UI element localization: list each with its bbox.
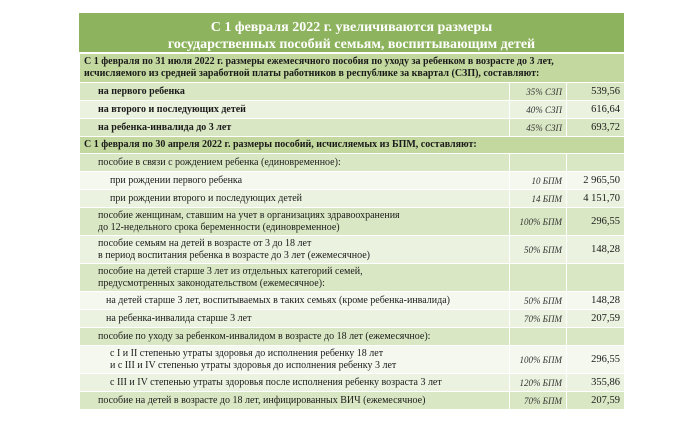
table-row xyxy=(80,264,625,292)
row-amount: 616,64 xyxy=(567,101,625,119)
document-header xyxy=(79,13,624,53)
table-row xyxy=(80,236,625,264)
section2-title-row xyxy=(80,137,625,154)
row-percent: 100% БПМ xyxy=(510,346,567,374)
header-line-2: государственных пособий семьям, воспитывающим детей xyxy=(167,37,536,52)
section1-title: С 1 февраля по 31 июля 2022 г. размеры ежемесячного пособия по уходу за ребенком в возрасте до 3 лет, исчисляемого из средней заработной платы работников в республике за квартал (СЗП), составляют: xyxy=(80,54,625,83)
row-label: пособие на детей старше 3 лет из отдельных категорий семей, предусмотренных законодательством (ежемесячное): xyxy=(80,264,510,292)
row-percent: 45% СЗП xyxy=(510,119,567,137)
table-row xyxy=(80,346,625,374)
row-label: при рождении первого ребенка xyxy=(80,172,510,190)
row-amount: 148,28 xyxy=(567,292,625,310)
row-label: пособие в связи с рождением ребенка (единовременное): xyxy=(80,154,510,172)
row-label: пособие по уходу за ребенком-инвалидом в возрасте до 18 лет (ежемесячное): xyxy=(80,328,510,346)
row-percent: 100% БПМ xyxy=(510,208,567,236)
section1-title-row xyxy=(80,54,625,83)
row-label: на ребенка-инвалида до 3 лет xyxy=(80,119,510,137)
row-amount: 207,59 xyxy=(567,392,625,410)
row-percent: 70% БПМ xyxy=(510,392,567,410)
row-amount: 2 965,50 xyxy=(567,172,625,190)
row-amount: 693,72 xyxy=(567,119,625,137)
table-row xyxy=(80,154,625,172)
row-label: на второго и последующих детей xyxy=(80,101,510,119)
row-label: пособие семьям на детей в возрасте от 3 до 18 лет в период воспитания ребенка в возрасте до 3 лет (ежемесячное) xyxy=(80,236,510,264)
row-percent: 14 БПМ xyxy=(510,190,567,208)
table-row xyxy=(80,172,625,190)
row-percent: 70% БПМ xyxy=(510,310,567,328)
row-label: пособие женщинам, ставшим на учет в организациях здравоохранения до 12-недельного срока беременности (единовременное) xyxy=(80,208,510,236)
row-percent: 10 БПМ xyxy=(510,172,567,190)
table-row xyxy=(80,119,625,137)
section2-title: С 1 февраля по 30 апреля 2022 г. размеры пособий, исчисляемых из БПМ, составляют: xyxy=(80,137,625,154)
row-label: на ребенка-инвалида старше 3 лет xyxy=(80,310,510,328)
table-row xyxy=(80,208,625,236)
table-row xyxy=(80,292,625,310)
row-percent: 120% БПМ xyxy=(510,374,567,392)
row-label: на первого ребенка xyxy=(80,83,510,101)
row-percent: 50% БПМ xyxy=(510,292,567,310)
header-line-1: С 1 февраля 2022 г. увеличиваются размеры xyxy=(210,20,493,35)
row-label: с I и II степенью утраты здоровья до исполнения ребенку 18 лет и с III и IV степенью утраты здоровья до исполнения ребенку 3 лет xyxy=(80,346,510,374)
row-amount: 296,55 xyxy=(567,208,625,236)
row-amount: 207,59 xyxy=(567,310,625,328)
row-amount: 4 151,70 xyxy=(567,190,625,208)
row-amount: 296,55 xyxy=(567,346,625,374)
table-row xyxy=(80,190,625,208)
table-row xyxy=(80,374,625,392)
row-label: с III и IV степенью утраты здоровья после исполнения ребенку возраста 3 лет xyxy=(80,374,510,392)
row-amount: 148,28 xyxy=(567,236,625,264)
table-row xyxy=(80,328,625,346)
row-label: пособие на детей в возрасте до 18 лет, инфицированных ВИЧ (ежемесячное) xyxy=(80,392,510,410)
benefits-table xyxy=(79,53,625,410)
table-row xyxy=(80,101,625,119)
row-amount: 355,86 xyxy=(567,374,625,392)
table-row xyxy=(80,83,625,101)
row-label: при рождении второго и последующих детей xyxy=(80,190,510,208)
row-percent: 40% СЗП xyxy=(510,101,567,119)
row-percent: 35% СЗП xyxy=(510,83,567,101)
table-row xyxy=(80,310,625,328)
benefits-document xyxy=(79,13,624,410)
row-amount: 539,56 xyxy=(567,83,625,101)
table-row xyxy=(80,392,625,410)
row-percent: 50% БПМ xyxy=(510,236,567,264)
row-label: на детей старше 3 лет, воспитываемых в таких семьях (кроме ребенка-инвалида) xyxy=(80,292,510,310)
